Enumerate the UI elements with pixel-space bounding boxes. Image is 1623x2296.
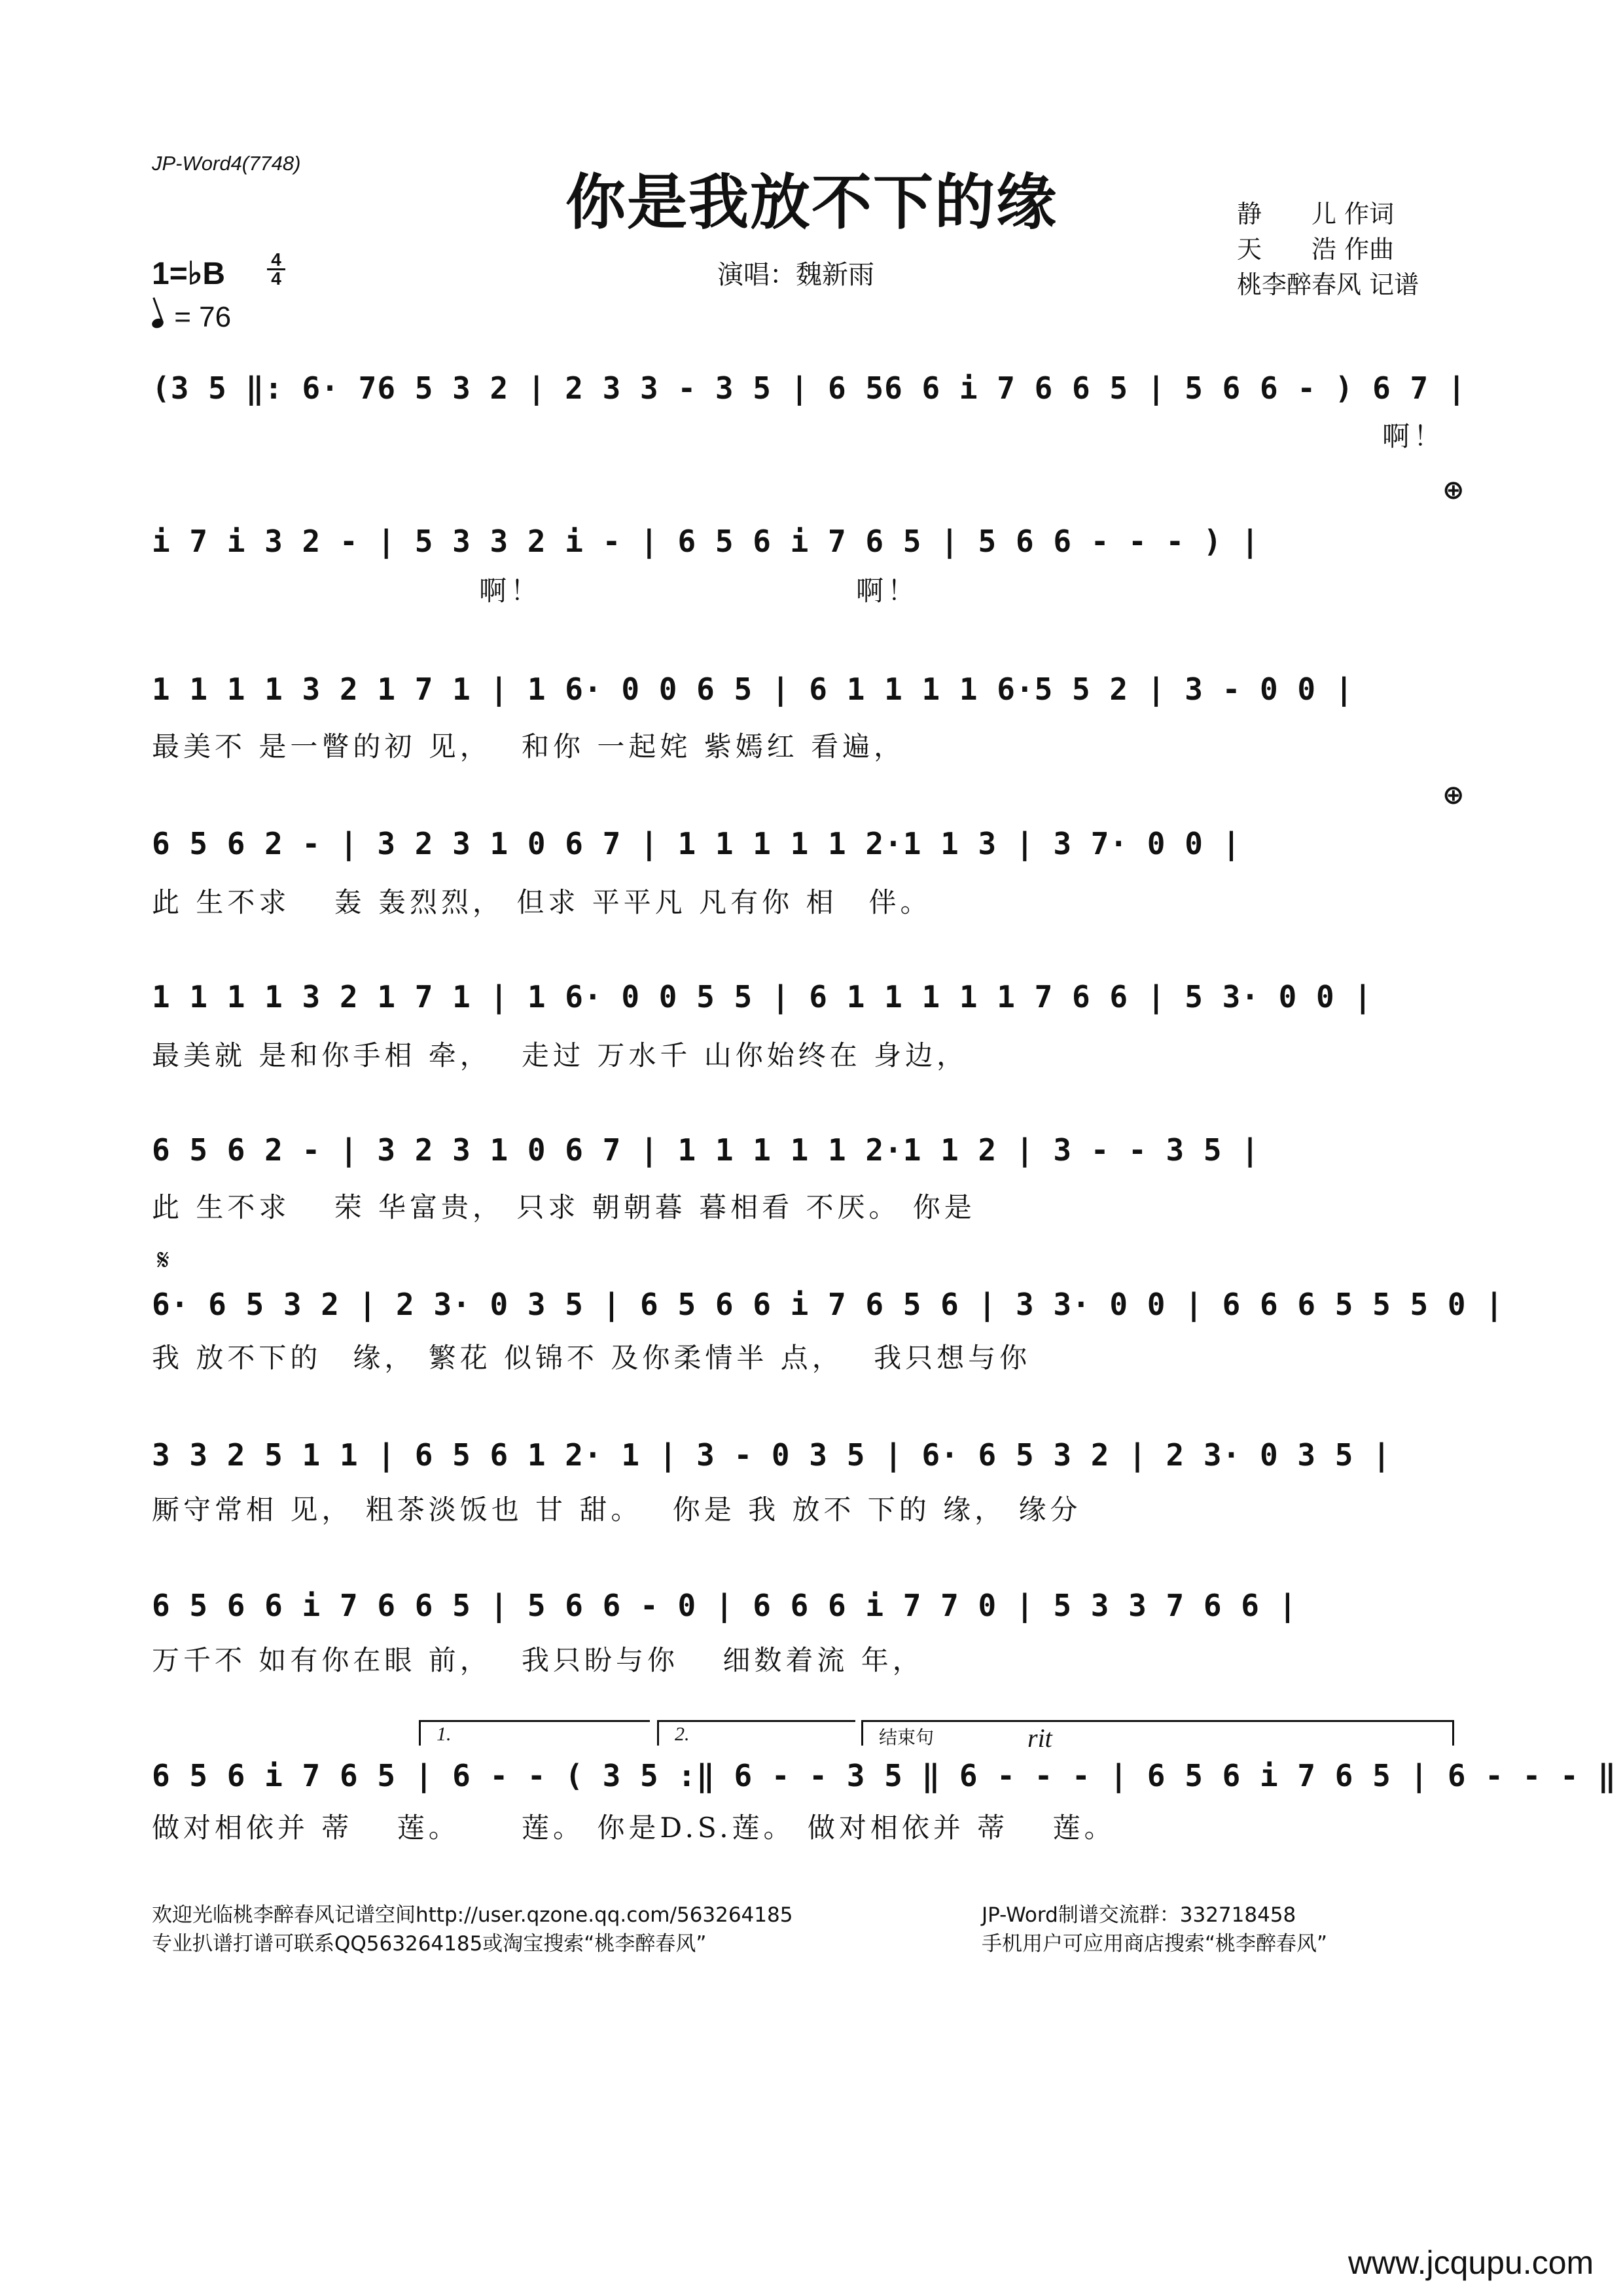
system-6-notes: 6 5 6 2 - | 3 2 3 1 0 6 7 | 1 1 1 1 1 2·1 1 2 | 3 - - 3 5 | [152, 1132, 1260, 1168]
system-5-notes: 1 1 1 1 3 2 1 7 1 | 1 6· 0 0 5 5 | 6 1 1 1 1 1 7 6 6 | 5 3· 0 0 | [152, 979, 1373, 1014]
volta-1-label: 1. [437, 1723, 452, 1745]
ritardando-marking: rit [1027, 1723, 1052, 1753]
transcriber-credit: 桃李醉春风 记谱 [1237, 270, 1419, 299]
system-4-lyrics: 此 生不求 轰 轰烈烈， 但求 平平凡 凡有你 相 伴。 [152, 886, 932, 918]
system-7-notes: 6· 6 5 3 2 | 2 3· 0 3 5 | 6 5 6 6 i 7 6 5 6 | 3 3· 0 0 | 6 6 6 5 5 5 0 | [152, 1287, 1504, 1322]
system-5-lyrics: 最美就 是和你手相 牵， 走过 万水千 山你始终在 身边， [152, 1039, 969, 1071]
time-bottom: 4 [271, 268, 281, 289]
system-2-notes: i 7 i 3 2 - | 5 3 3 2 i - | 6 5 6 i 7 6 5 | 5 6 6 - - - ) | [152, 524, 1260, 559]
system-4-notes: 6 5 6 2 - | 3 2 3 1 0 6 7 | 1 1 1 1 1 2·1 1 3 | 3 7· 0 0 | [152, 826, 1241, 861]
composer-credit: 天 浩 作曲 [1237, 235, 1395, 264]
system-3-notes: 1 1 1 1 3 2 1 7 1 | 1 6· 0 0 6 5 | 6 1 1 1 1 6·5 5 2 | 3 - 0 0 | [152, 672, 1354, 707]
system-10-lyrics: 做对相依并 蒂 莲。 莲。 你是D.S.莲。 做对相依并 蒂 莲。 [152, 1812, 1116, 1844]
segno-sign: 𝄋 [157, 1244, 169, 1277]
system-1-lyrics: 啊！ [1382, 420, 1445, 452]
tempo-value: = 76 [174, 301, 232, 333]
tempo-marking [152, 301, 231, 334]
footer-right-line-1: JP-Word制谱交流群：332718458 [982, 1903, 1296, 1927]
system-1-notes: (3 5 ‖: 6· 76 5 3 2 | 2 3 3 - 3 5 | 6 56 6 i 7 6 6 5 | 5 6 6 - ) 6 7 | [152, 370, 1467, 406]
site-watermark: www.jcqupu.com [1348, 2244, 1594, 2281]
singer-label: 演唱：魏新雨 [717, 260, 874, 290]
software-label: JP-Word4(7748) [152, 152, 301, 175]
footer-left-line-2: 专业扒谱打谱可联系QQ563264185或淘宝搜索“桃李醉春风” [152, 1932, 707, 1956]
footer-left-line-1: 欢迎光临桃李醉春风记谱空间http://user.qzone.qq.com/563264185 [152, 1903, 793, 1927]
system-8-notes: 3 3 2 5 1 1 | 6 5 6 1 2· 1 | 3 - 0 3 5 | 6· 6 5 3 2 | 2 3· 0 3 5 | [152, 1437, 1391, 1473]
system-8-lyrics: 厮守常相 见， 粗茶淡饭也 甘 甜。 你是 我 放不 下的 缘， 缘分 [152, 1494, 1082, 1526]
system-2-lyrics: 啊！ 啊！ [479, 575, 919, 607]
coda-sign-1: ⊕ [1442, 475, 1465, 505]
coda-sign-2: ⊕ [1442, 780, 1465, 810]
time-signature [267, 251, 285, 287]
lyricist-credit: 静 儿 作词 [1237, 200, 1395, 228]
key-label: 1=♭B [152, 257, 226, 291]
key-signature [152, 249, 281, 292]
system-10-notes: 6 5 6 i 7 6 5 | 6 - - ( 3 5 :‖ 6 - - 3 5 ‖ 6 - - - | 6 5 6 i 7 6 5 | 6 - - - ‖ [152, 1758, 1617, 1793]
song-title: 你是我放不下的缘 [565, 167, 1058, 238]
footer-right-line-2: 手机用户可应用商店搜索“桃李醉春风” [982, 1932, 1328, 1956]
system-9-lyrics: 万千不 如有你在眼 前， 我只盼与你 细数着流 年， [152, 1644, 924, 1676]
system-6-lyrics: 此 生不求 荣 华富贵， 只求 朝朝暮 暮相看 不厌。 你是 [152, 1191, 976, 1223]
footer-right [982, 1901, 1327, 1958]
credits [1237, 196, 1419, 302]
footer-left [152, 1901, 793, 1958]
system-3-lyrics: 最美不 是一瞥的初 见， 和你 一起姹 紫嫣红 看遍， [152, 730, 906, 762]
time-top: 4 [267, 251, 285, 270]
volta-2-bracket [657, 1720, 855, 1746]
system-9-notes: 6 5 6 6 i 7 6 6 5 | 5 6 6 - 0 | 6 6 6 i 7 7 0 | 5 3 3 7 6 6 | [152, 1588, 1298, 1623]
volta-2-label: 2. [675, 1723, 690, 1745]
ending-bracket [861, 1720, 1454, 1746]
ending-label: 结束句 [879, 1727, 935, 1748]
quarter-note-icon [151, 317, 165, 329]
volta-1-bracket [419, 1720, 650, 1746]
system-7-lyrics: 我 放不下的 缘， 繁花 似锦不 及你柔情半 点， 我只想与你 [152, 1342, 1031, 1374]
